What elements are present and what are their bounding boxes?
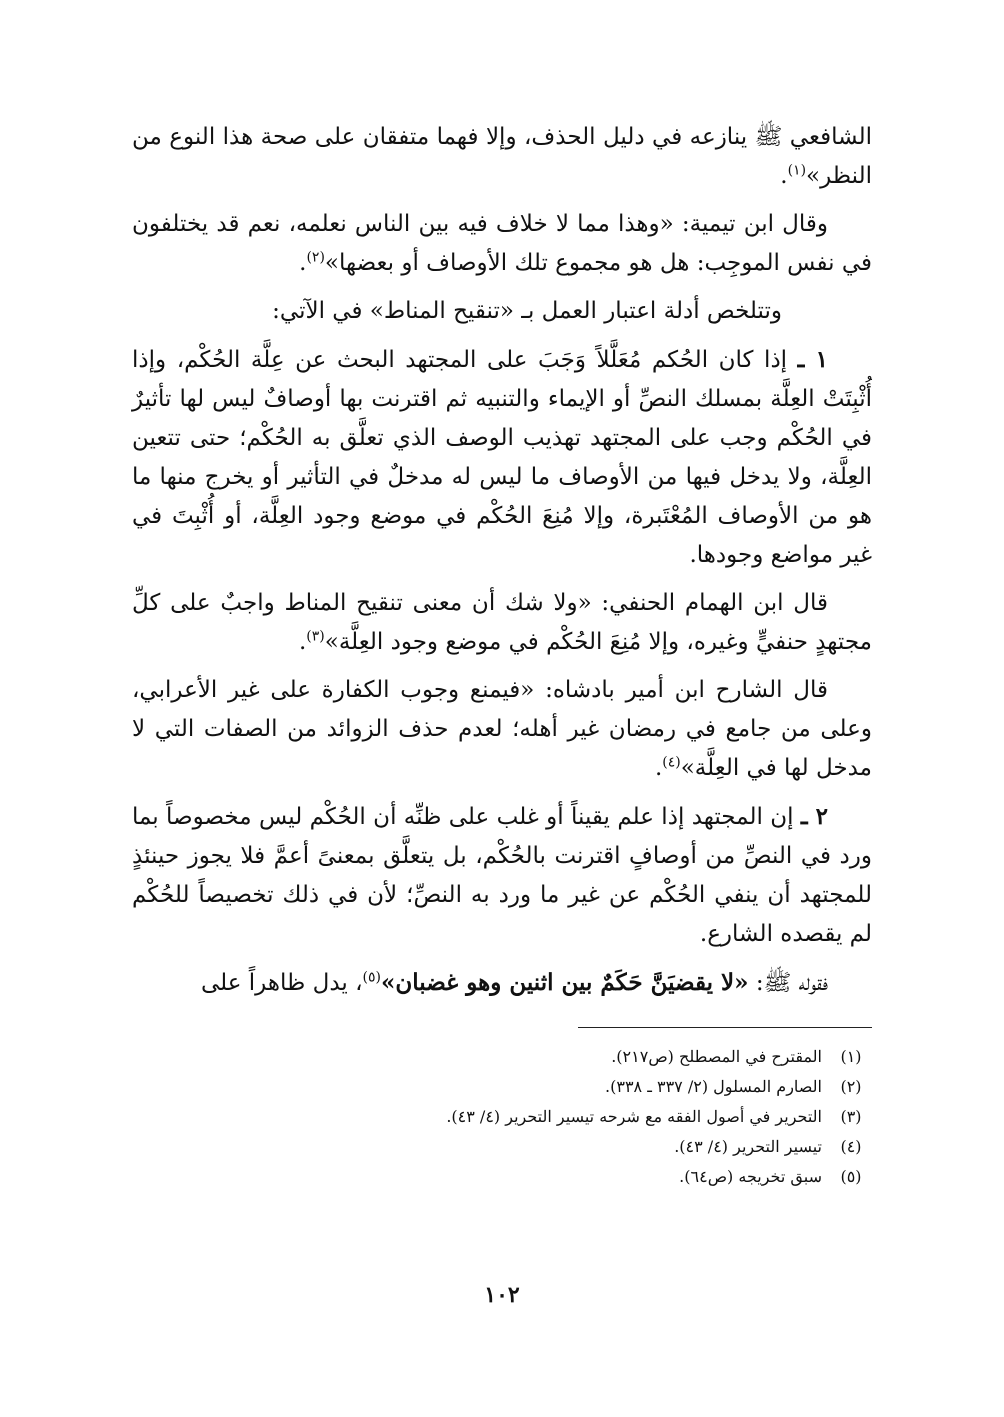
footnote-text: التحرير في أصول الفقه مع شرحه تيسير التحرير (٤/ ٤٣). bbox=[446, 1107, 822, 1126]
footnote-divider bbox=[578, 1027, 872, 1028]
point-number: ٢ ـ bbox=[800, 803, 828, 830]
paragraph-text: فقوله ﷺ: bbox=[748, 970, 828, 996]
paragraph bbox=[132, 205, 872, 283]
footnote-text: المقترح في المصطلح (ص٢١٧). bbox=[611, 1047, 822, 1066]
paragraph bbox=[132, 118, 872, 196]
footnote-ref: (٥) bbox=[362, 969, 381, 986]
hadith-quote: «لا يقضيَنَّ حَكَمٌ بين اثنين وهو غضبان» bbox=[381, 969, 749, 996]
footnotes-list bbox=[132, 1042, 872, 1192]
footnote-text: سبق تخريجه (ص٦٤). bbox=[679, 1167, 822, 1186]
footnote-number: (٣) bbox=[840, 1107, 862, 1126]
footnote-item bbox=[132, 1072, 872, 1102]
footnote-item bbox=[132, 1102, 872, 1132]
paragraph bbox=[132, 671, 872, 788]
paragraph bbox=[132, 292, 872, 331]
paragraph-text: . bbox=[780, 163, 788, 189]
footnote-item bbox=[132, 1162, 872, 1192]
footnote-number: (٢) bbox=[840, 1077, 862, 1096]
paragraph bbox=[132, 963, 872, 1003]
footnote-number: (٥) bbox=[840, 1167, 862, 1186]
paragraph-text: قال ابن الهمام الحنفي: «ولا شك أن معنى تنقيح المناط واجبٌ على كلِّ مجتهدٍ حنفيٍّ وغيره، وإلا مُنِعَ الحُكْم في موضع وجود العِلَّة» bbox=[132, 590, 872, 655]
paragraph-text: إذا كان الحُكم مُعَلَّلاً وَجَبَ على المجتهد البحث عن عِلَّة الحُكْم، وإذا أُثْبِتَتْ العِلَّة بمسلك النصِّ أو الإيماء والتنبيه ثم اقترنت بها أوصافٌ ليس لها تأثيرٌ في الحُكْم وجب على المجتهد تهذيب الوصف الذي تعلَّق به الحُكْم؛ حتى تتعين العِلَّة، ولا يدخل فيها من الأوصاف ما ليس له مدخلٌ في التأثير أو يخرج منها ما هو من الأوصاف المُعْتَبرة، وإلا مُنِعَ الحُكْم في موضع وجود العِلَّة، أو أُثْبِتَ في غير مواضع وجودها. bbox=[132, 347, 872, 568]
paragraph-text: قال الشارح ابن أمير بادشاه: «فيمنع وجوب الكفارة على غير الأعرابي، وعلى من جامع في رمضان غير أهله؛ لعدم حذف الزوائد من الصفات التي لا مدخل لها في العِلَّة» bbox=[132, 677, 872, 781]
paragraph-text: . bbox=[654, 755, 663, 781]
footnote-ref: (٢) bbox=[306, 249, 325, 266]
paragraph-text: وتتلخص أدلة اعتبار العمل بـ «تنقيح المناط» في الآتي: bbox=[272, 298, 782, 324]
paragraph bbox=[132, 340, 872, 575]
paragraph-text: ، يدل ظاهراً على bbox=[200, 970, 363, 996]
page-number: ١٠٢ bbox=[484, 1282, 520, 1308]
page-body bbox=[132, 118, 872, 1192]
footnote-number: (٤) bbox=[840, 1137, 862, 1156]
paragraph bbox=[132, 584, 872, 662]
footnote-number: (١) bbox=[840, 1047, 862, 1066]
paragraph-text: الشافعي ﷺ ينازعه في دليل الحذف، وإلا فهما متفقان على صحة هذا النوع من النظر» bbox=[132, 124, 872, 189]
paragraph-text: . bbox=[299, 250, 307, 276]
point-number: ١ ـ bbox=[797, 346, 828, 373]
paragraph-text: وقال ابن تيمية: «وهذا مما لا خلاف فيه بين الناس نعلمه، نعم قد يختلفون في نفس الموجِب: هل هو مجموع تلك الأوصاف أو بعضها» bbox=[132, 211, 872, 276]
paragraph-text: . bbox=[298, 629, 307, 655]
paragraph-text: إن المجتهد إذا علم يقيناً أو غلب على ظنِّه أن الحُكْم ليس مخصوصاً بما ورد في النصِّ من أوصافٍ اقترنت بالحُكْم، بل يتعلَّق بمعنىً أعمَّ فلا يجوز حينئذٍ للمجتهد أن ينفي الحُكْم عن غير ما ورد به النصِّ؛ لأن في ذلك تخصيصاً للحُكْم لم يقصده الشارع. bbox=[132, 804, 872, 947]
paragraph bbox=[132, 797, 872, 954]
footnote-ref: (١) bbox=[787, 162, 807, 179]
body-text bbox=[132, 118, 872, 1003]
footnote-item bbox=[132, 1042, 872, 1072]
footnote-ref: (٤) bbox=[662, 754, 681, 771]
footnote-item bbox=[132, 1132, 872, 1162]
footnote-text: تيسير التحرير (٤/ ٤٣). bbox=[674, 1137, 822, 1156]
footnote-ref: (٣) bbox=[306, 628, 325, 645]
footnote-text: الصارم المسلول (٢/ ٣٣٧ ـ ٣٣٨). bbox=[605, 1077, 822, 1096]
